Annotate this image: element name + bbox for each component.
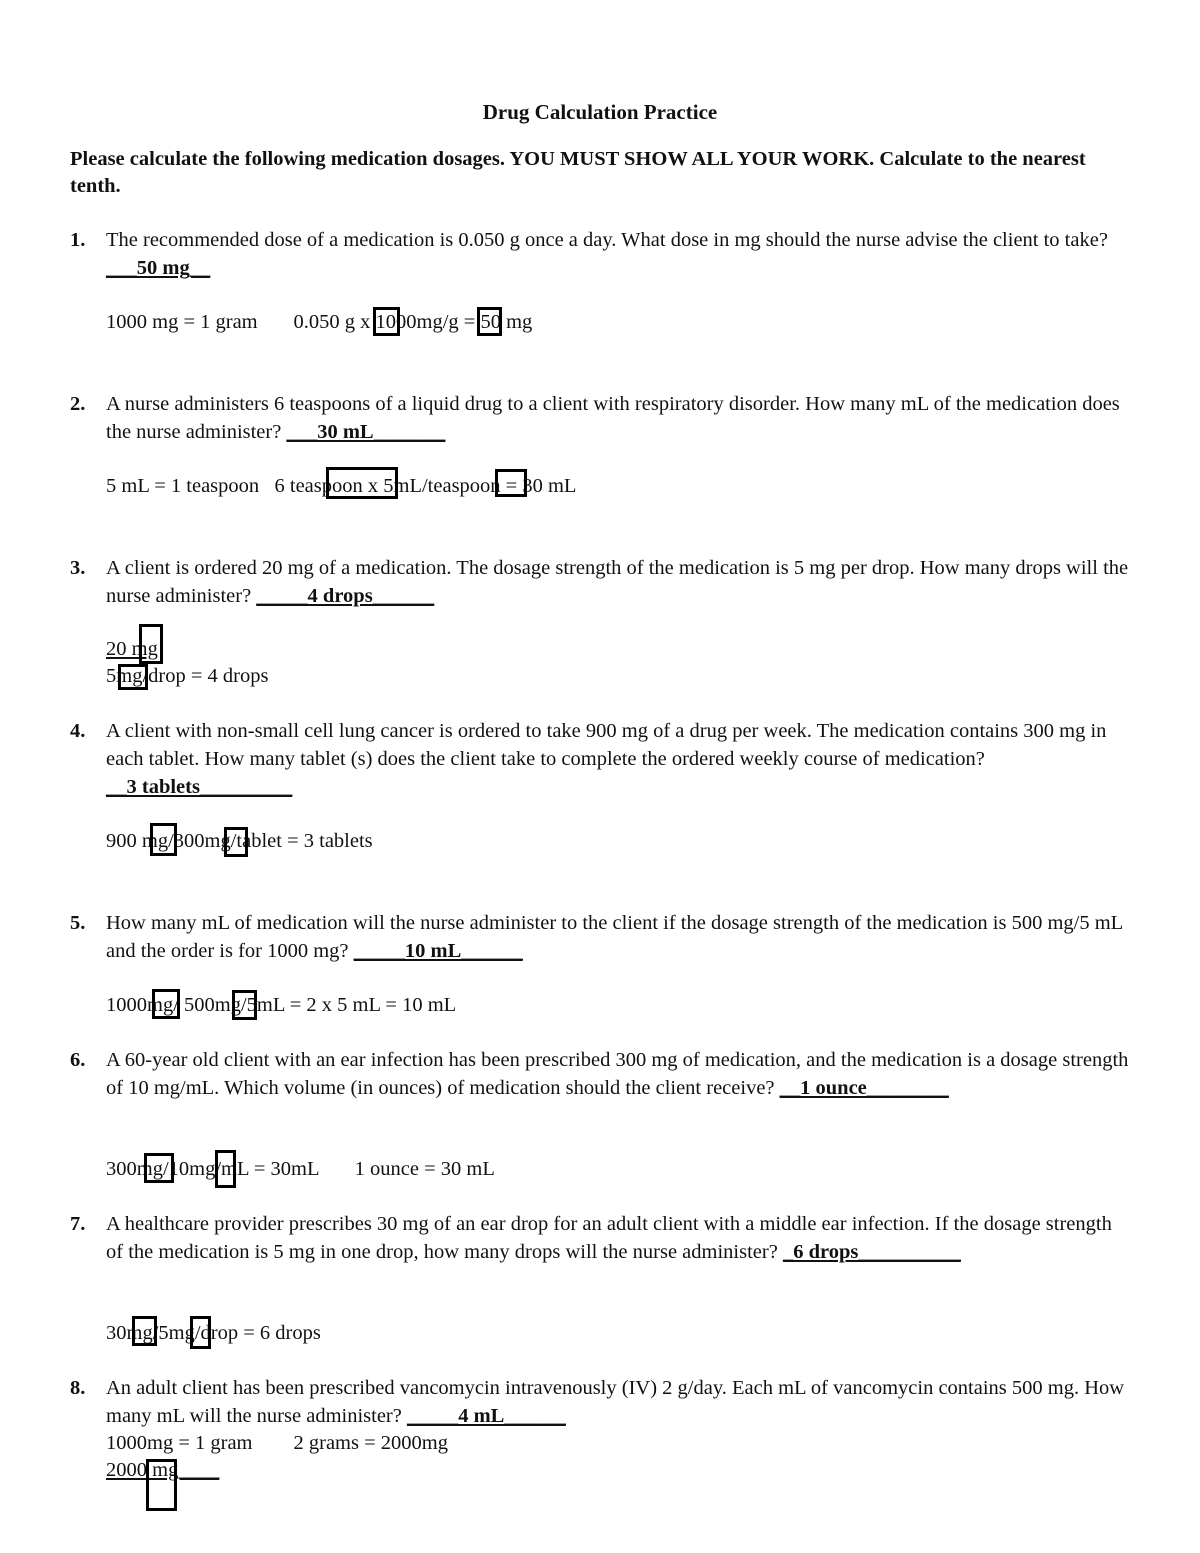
question-number: 4. (70, 720, 86, 742)
question-1 (70, 226, 1130, 282)
question-8 (70, 1374, 1130, 1430)
question-5 (70, 909, 1130, 965)
answer: _____4 mL______ (406, 1405, 566, 1427)
question-4 (70, 717, 1130, 801)
cancel-box (132, 1316, 157, 1346)
answer: ___30 mL_______ (286, 421, 446, 443)
cancel-box (215, 1150, 236, 1188)
work-line: 1000mg/ 500mg/5mL = 2 x 5 mL = 10 mL (106, 994, 457, 1016)
question-text: An adult client has been prescribed vancomycin intravenously (IV) 2 g/day. Each mL of vancomycin contains 500 mg. How many mL will the nurse administer? (106, 1377, 1125, 1427)
answer: ___50 mg__ (106, 257, 211, 279)
question-number: 1. (70, 229, 86, 251)
question-7 (70, 1210, 1130, 1266)
question-text: A healthcare provider prescribes 30 mg of an ear drop for an adult client with a middle ear infection. If the dosage strength of the medication is 5 mg in one drop, how many drops will the nurse administer? (106, 1213, 1112, 1263)
answer: __1 ounce________ (779, 1077, 949, 1099)
answer: _____4 drops______ (256, 585, 435, 607)
cancel-box (118, 664, 148, 690)
question-3 (70, 554, 1130, 610)
work-line: 1000mg = 1 gram 2 grams = 2000mg (106, 1432, 448, 1454)
question-text: A client with non-small cell lung cancer is ordered to take 900 mg of a drug per week. The medication contains 300 mg in each tablet. How many tablet (s) does the client take to complete the ordered weekly course of medication? (106, 720, 1107, 770)
cancel-box (139, 624, 163, 664)
cancel-box (190, 1316, 211, 1349)
work-line-numerator: 2000 mg____ (106, 1459, 220, 1481)
work-line: 900 mg/300mg/tablet = 3 tablets (106, 830, 373, 852)
cancel-box (326, 467, 398, 499)
cancel-box (224, 827, 248, 857)
cancel-box (150, 823, 177, 856)
question-text: A client is ordered 20 mg of a medication. The dosage strength of the medication is 5 mg per drop. How many drops will the nurse administer? (106, 557, 1129, 607)
question-text: The recommended dose of a medication is 0.050 g once a day. What dose in mg should the nurse advise the client to take? (106, 229, 1108, 251)
question-number: 6. (70, 1049, 86, 1071)
cancel-box (152, 989, 180, 1019)
answer: __3 tablets_________ (106, 776, 293, 798)
work-line: 300mg/10mg/mL = 30mL 1 ounce = 30 mL (106, 1158, 495, 1180)
work-line-numerator: 20 mg (106, 638, 158, 660)
work-line-denominator: 5mg/drop = 4 drops (106, 665, 269, 687)
question-text: How many mL of medication will the nurse administer to the client if the dosage strength of the medication is 500 mg/5 mL and the order is for 1000 mg? (106, 912, 1123, 962)
work-line: 30mg/5mg/drop = 6 drops (106, 1322, 321, 1344)
cancel-box (146, 1459, 177, 1511)
question-number: 2. (70, 393, 86, 415)
cancel-box (477, 307, 502, 336)
question-text: A 60-year old client with an ear infection has been prescribed 300 mg of medication, and the medication is a dosage strength of 10 mg/mL. Which volume (in ounces) of medication should the client receive? (106, 1049, 1129, 1099)
work-line: 5 mL = 1 teaspoon 6 teaspoon x 5mL/teaspoon = 30 mL (106, 475, 577, 497)
cancel-box (144, 1153, 174, 1183)
work-line: 1000 mg = 1 gram 0.050 g x 1000mg/g = 50 mg (106, 311, 533, 333)
cancel-box (495, 469, 527, 497)
page-title: Drug Calculation Practice (482, 100, 718, 124)
answer: _____10 mL______ (353, 940, 523, 962)
question-2 (70, 390, 1130, 446)
cancel-box (373, 307, 400, 336)
question-6 (70, 1046, 1130, 1102)
question-number: 8. (70, 1377, 86, 1399)
question-number: 7. (70, 1213, 86, 1235)
question-number: 5. (70, 912, 86, 934)
question-number: 3. (70, 557, 86, 579)
question-text: A nurse administers 6 teaspoons of a liquid drug to a client with respiratory disorder. How many mL of the medication does the nurse administer? (106, 393, 1120, 443)
cancel-box (232, 990, 257, 1020)
instructions: Please calculate the following medication dosages. YOU MUST SHOW ALL YOUR WORK. Calculate to the nearest tenth. (70, 148, 1086, 197)
answer: _6 drops__________ (782, 1241, 961, 1263)
